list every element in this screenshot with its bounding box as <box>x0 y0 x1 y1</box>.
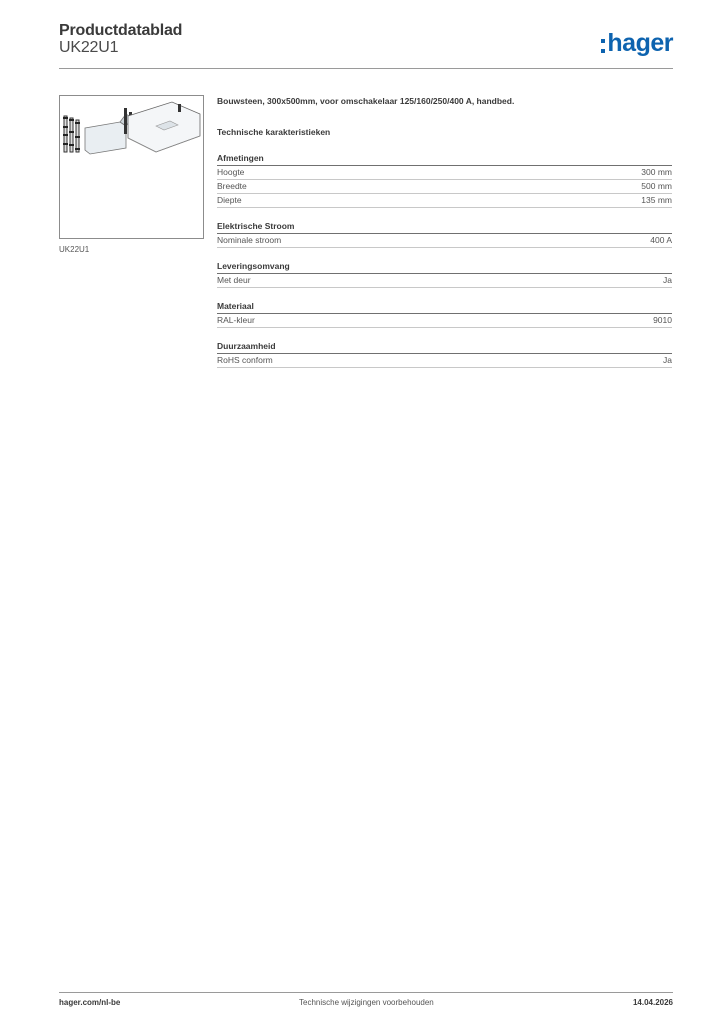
image-caption: UK22U1 <box>59 245 90 254</box>
spec-row <box>217 314 672 328</box>
footer-date: 14.04.2026 <box>632 998 673 1007</box>
group-title: Elektrische Stroom <box>217 220 672 234</box>
group-title: Afmetingen <box>217 152 672 166</box>
spec-label: RoHS conform <box>217 355 273 365</box>
product-code: UK22U1 <box>59 39 119 56</box>
spec-row <box>217 194 672 208</box>
spec-label: Diepte <box>217 195 242 205</box>
spec-value: 300 mm <box>641 167 672 177</box>
spec-value: Ja <box>663 275 672 285</box>
group-title: Duurzaamheid <box>217 340 672 354</box>
spec-group-leveringsomvang <box>217 260 672 288</box>
product-description: Bouwsteen, 300x500mm, voor omschakelaar 125/160/250/400 A, handbed. <box>217 96 515 106</box>
spec-row <box>217 234 672 248</box>
spec-group-afmetingen <box>217 152 672 208</box>
spec-group-materiaal <box>217 300 672 328</box>
spec-label: Met deur <box>217 275 251 285</box>
logo-dots-icon <box>601 39 605 53</box>
spec-label: Hoogte <box>217 167 245 177</box>
group-title: Leveringsomvang <box>217 260 672 274</box>
spec-value: Ja <box>663 355 672 365</box>
spec-group-elektrische-stroom <box>217 220 672 248</box>
footer-disclaimer: Technische wijzigingen voorbehouden <box>299 998 434 1007</box>
spec-content <box>217 95 672 368</box>
spec-row <box>217 274 672 288</box>
spec-row <box>217 180 672 194</box>
spec-groups <box>217 152 672 368</box>
hager-logo <box>601 30 673 60</box>
product-illustration-icon <box>60 96 203 238</box>
product-image <box>59 95 204 239</box>
footer-divider <box>59 992 673 993</box>
spec-value: 400 A <box>650 235 672 245</box>
logo-text: hager <box>607 29 673 57</box>
spec-value: 500 mm <box>641 181 672 191</box>
header-divider <box>59 68 673 69</box>
group-title: Materiaal <box>217 300 672 314</box>
section-heading: Technische karakteristieken <box>217 127 331 137</box>
spec-value: 9010 <box>653 315 672 325</box>
spec-row <box>217 166 672 180</box>
spec-label: RAL-kleur <box>217 315 255 325</box>
spec-row <box>217 354 672 368</box>
spec-label: Nominale stroom <box>217 235 282 245</box>
spec-value: 135 mm <box>641 195 672 205</box>
page-header <box>59 20 673 70</box>
spec-group-duurzaamheid <box>217 340 672 368</box>
spec-label: Breedte <box>217 181 247 191</box>
footer-website-link[interactable]: hager.com/nl-be <box>59 998 121 1007</box>
document-title: Productdatablad <box>59 22 183 39</box>
